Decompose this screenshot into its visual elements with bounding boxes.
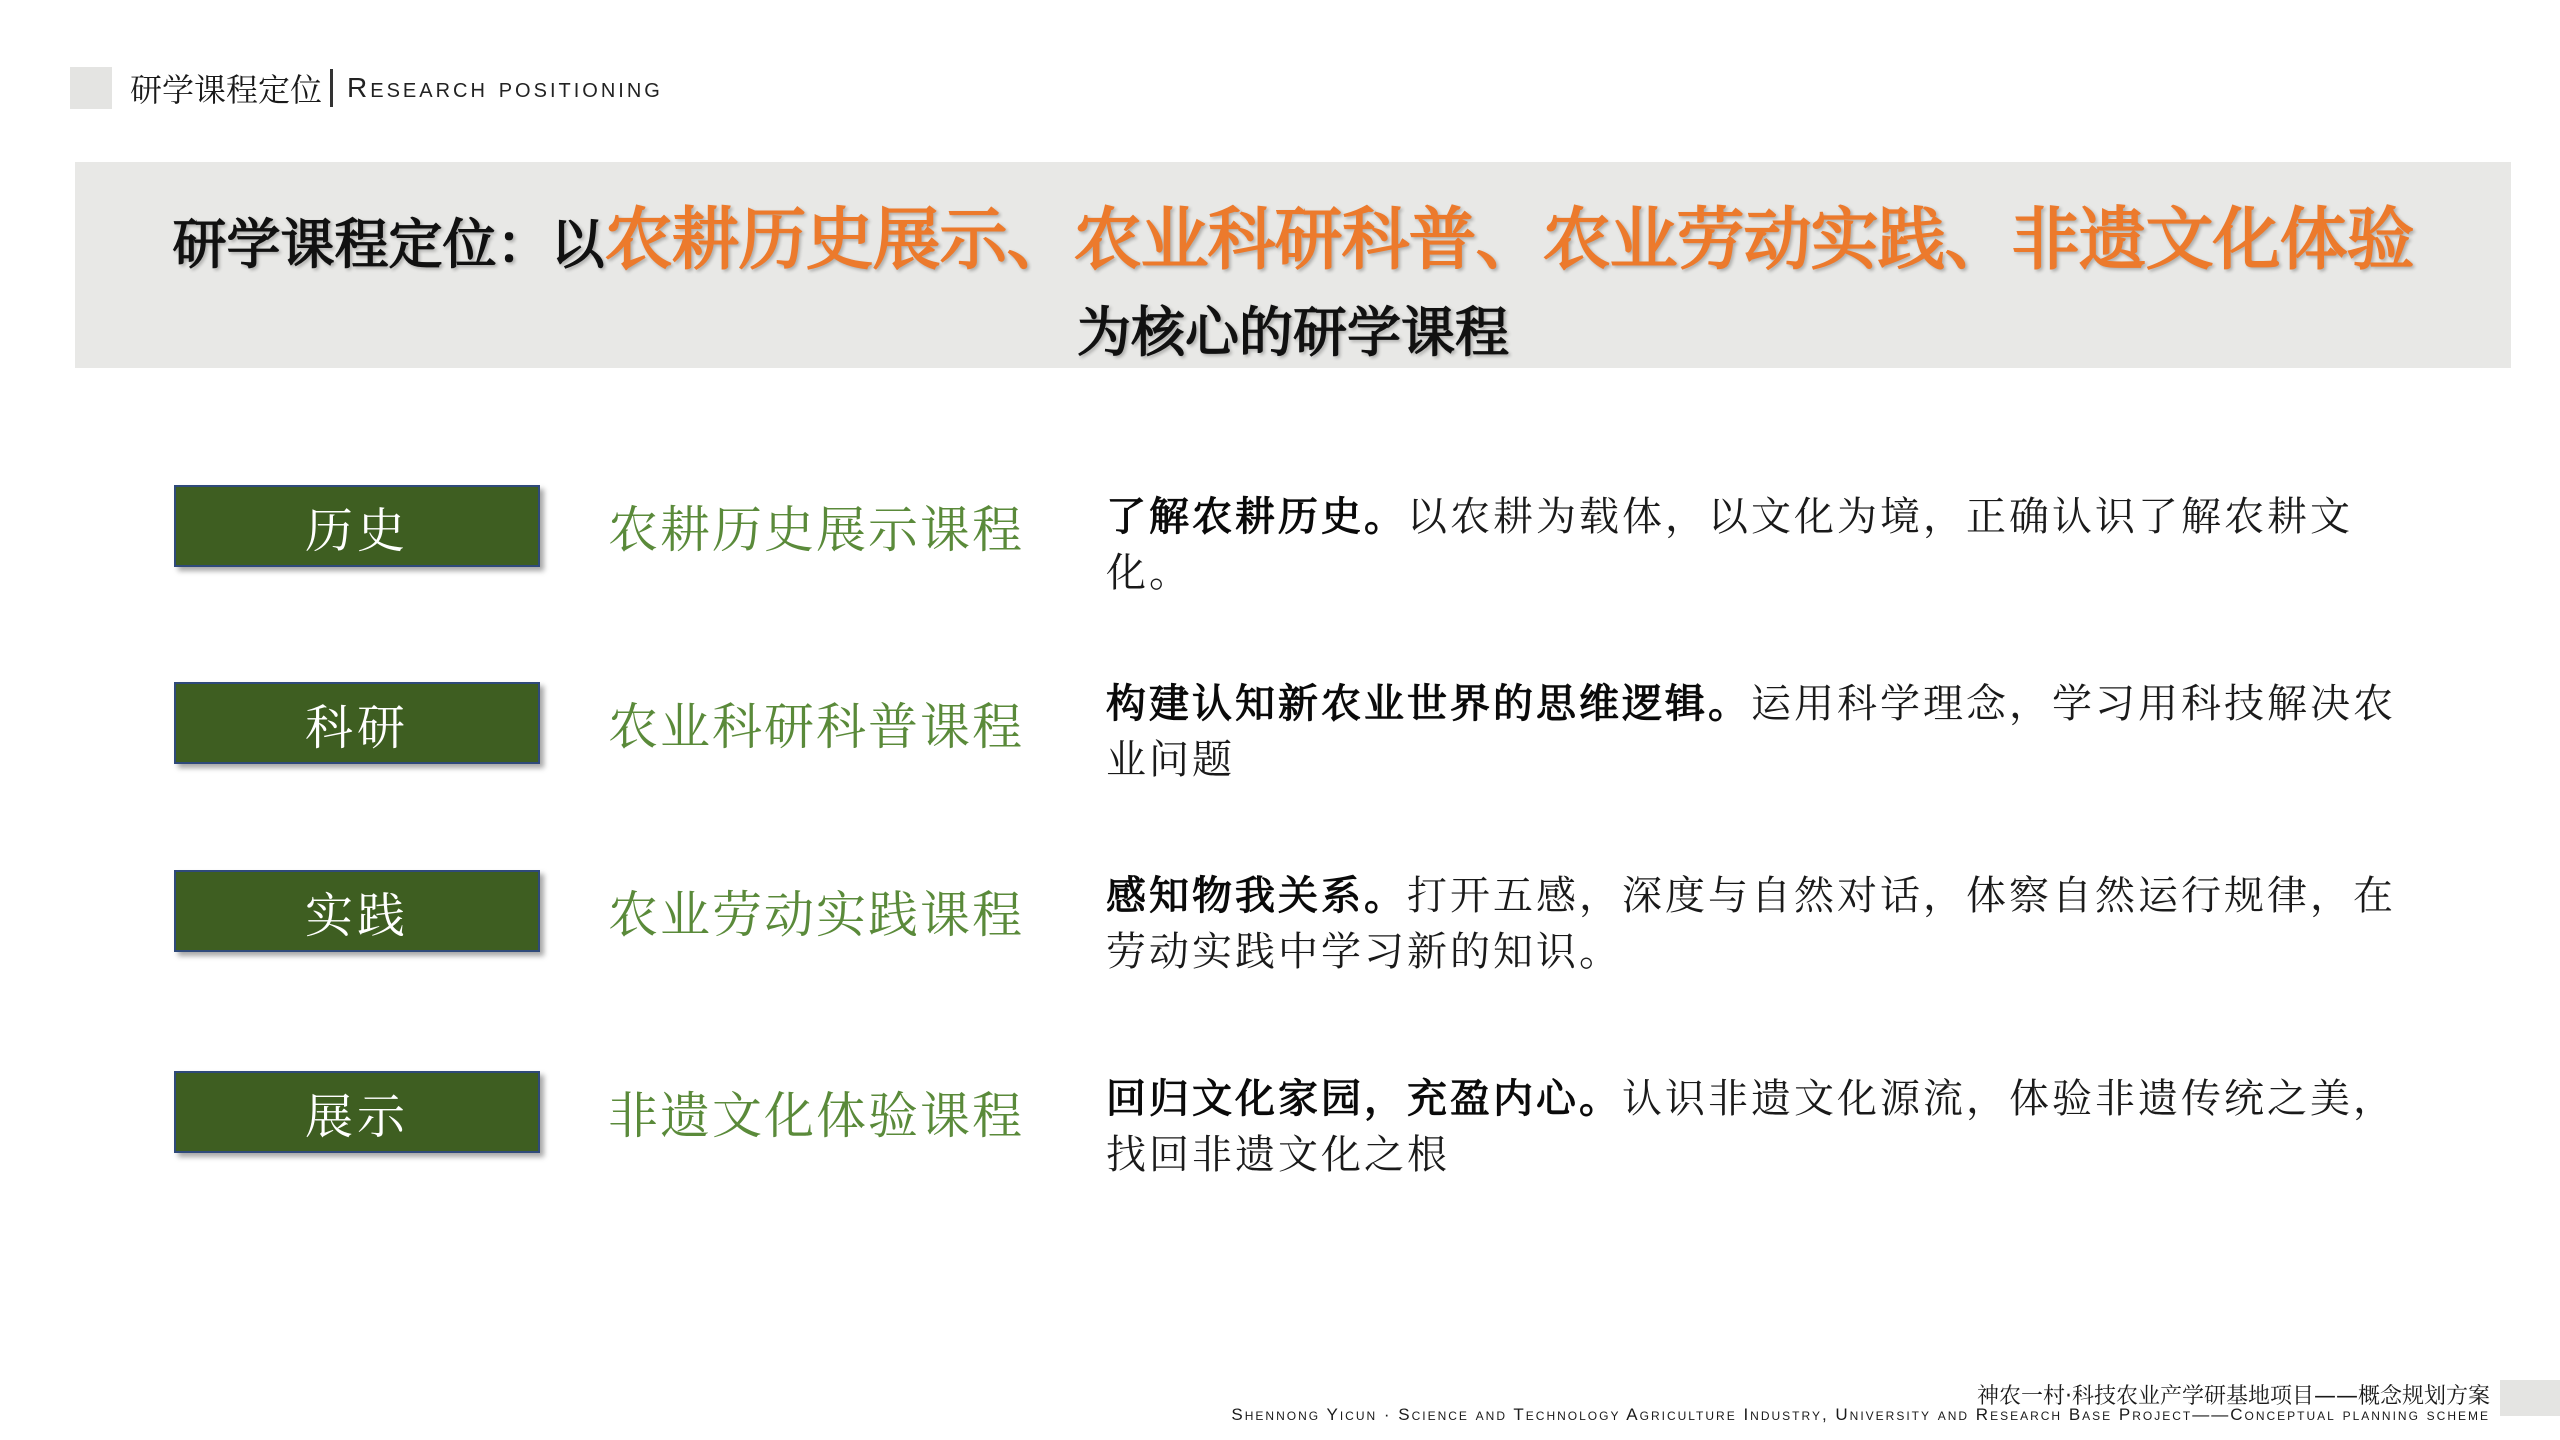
tag-practice: 实践 xyxy=(174,870,540,952)
course-desc-bold: 感知物我关系。 xyxy=(1106,872,1407,919)
tag-history: 历史 xyxy=(174,485,540,567)
course-desc-practice xyxy=(1106,868,2406,980)
course-desc-text: 打开五感，深度与自然对话，体察自然运行规律，在劳动实践中学习新的知识。 xyxy=(1106,873,2396,975)
banner-highlight: 农耕历史展示、农业科研科普、农业劳动实践、非遗文化体验 xyxy=(604,201,2414,280)
course-desc-history xyxy=(1106,489,2406,601)
positioning-banner xyxy=(75,162,2511,368)
header-square xyxy=(70,67,112,109)
course-title-display: 非遗文化体验课程 xyxy=(608,1087,1024,1145)
header-title xyxy=(130,62,663,114)
footer-square xyxy=(2500,1380,2560,1416)
course-desc-research xyxy=(1106,676,2406,788)
banner-line-1 xyxy=(75,186,2511,283)
course-title-practice: 农业劳动实践课程 xyxy=(608,886,1024,944)
course-desc-bold: 了解农耕历史。 xyxy=(1106,493,1407,540)
course-title-history: 农耕历史展示课程 xyxy=(608,501,1024,559)
course-desc-text: 认识非遗文化源流，体验非遗传统之美，找回非遗文化之根 xyxy=(1106,1076,2396,1178)
course-desc-bold: 构建认知新农业世界的思维逻辑。 xyxy=(1106,680,1751,727)
header-title-cn: 研学课程定位 xyxy=(130,71,323,109)
course-desc-display xyxy=(1106,1071,2406,1183)
course-title-research: 农业科研科普课程 xyxy=(608,698,1024,756)
banner-line-2: 为核心的研学课程 xyxy=(1077,301,1509,364)
footer-project-cn: 神农一村·科技农业产学研基地项目——概念规划方案 xyxy=(1977,1384,2490,1409)
course-desc-bold: 回归文化家园，充盈内心。 xyxy=(1106,1075,1622,1122)
banner-prefix: 研学课程定位：以 xyxy=(172,213,605,276)
header-title-en: Research positioning xyxy=(347,72,663,103)
footer-project-en: Shennong Yicun · Science and Technology Agriculture Industry, University and Research Base Project——Conceptual planning scheme xyxy=(1231,1405,2490,1424)
course-desc-text: 运用科学理念，学习用科技解决农业问题 xyxy=(1106,681,2396,783)
course-desc-text: 以农耕为载体，以文化为境，正确认识了解农耕文化。 xyxy=(1106,494,2353,596)
tag-research: 科研 xyxy=(174,682,540,764)
tag-display: 展示 xyxy=(174,1071,540,1153)
header-divider xyxy=(330,69,333,107)
